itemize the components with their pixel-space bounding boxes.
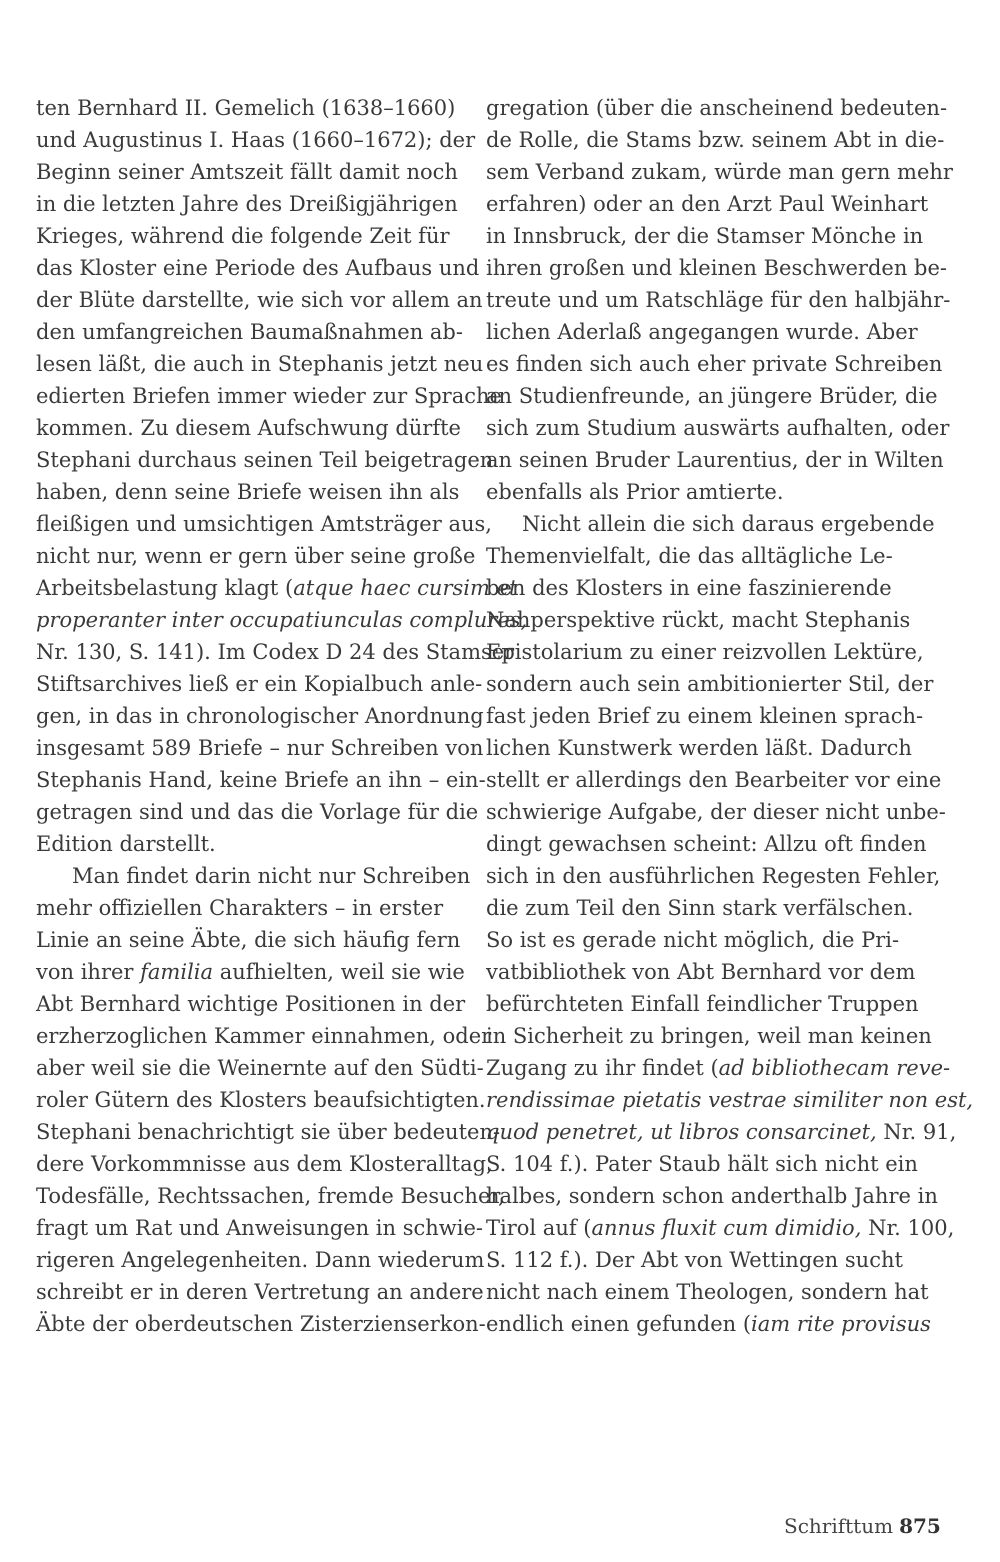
- text-line: Stephani durchaus seinen Teil beigetragen: [36, 448, 494, 472]
- text-line: Nr. 130, S. 141). Im Codex D 24 des Stamser: [36, 640, 515, 664]
- text-line: dere Vorkommnisse aus dem Klosteralltag,: [36, 1152, 493, 1176]
- text-line: in die letzten Jahre des Dreißigjährigen: [36, 192, 458, 216]
- text-line: erzherzoglichen Kammer einnahmen, oder: [36, 1024, 492, 1048]
- text-line: fast jeden Brief zu einem kleinen sprach-: [486, 704, 924, 728]
- text-line: So ist es gerade nicht möglich, die Pri-: [486, 928, 900, 952]
- text-line: kommen. Zu diesem Aufschwung dürfte: [36, 416, 461, 440]
- text-line: aber weil sie die Weinernte auf den Südti-: [36, 1056, 484, 1080]
- text-line: sich in den ausführlichen Regesten Fehler,: [486, 864, 941, 888]
- running-head: Schrifttum: [784, 1514, 894, 1538]
- text-line: das Kloster eine Periode des Aufbaus und: [36, 256, 480, 280]
- text-line: de Rolle, die Stams bzw. seinem Abt in die-: [486, 128, 945, 152]
- text-line: der Blüte darstellte, wie sich vor allem an: [36, 288, 483, 312]
- text-line: lesen läßt, die auch in Stephanis jetzt neu: [36, 352, 484, 376]
- text-line: Stiftsarchives ließ er ein Kopialbuch anle-: [36, 672, 483, 696]
- text-line: stellt er allerdings den Bearbeiter vor eine: [486, 768, 942, 792]
- text-line: Abt Bernhard wichtige Positionen in der: [36, 992, 466, 1016]
- text-run: endlich einen gefunden (: [486, 1312, 752, 1336]
- text-line: Todesfälle, Rechtssachen, fremde Besucher,: [36, 1184, 505, 1208]
- text-line: ebenfalls als Prior amtierte.: [486, 480, 784, 504]
- text-line: vatbibliothek von Abt Bernhard vor dem: [486, 960, 916, 984]
- text-line: schwierige Aufgabe, der dieser nicht unbe-: [486, 800, 946, 824]
- text-line: ten Bernhard II. Gemelich (1638–1660): [36, 96, 456, 120]
- text-line: [36, 572, 518, 604]
- text-line: die zum Teil den Sinn stark verfälschen.: [486, 896, 914, 920]
- text-run: aufhielten, weil sie wie: [213, 960, 465, 984]
- text-line: befürchteten Einfall feindlicher Truppen: [486, 992, 919, 1016]
- latin-quote: rendissimae pietatis vestrae similiter non est,: [486, 1088, 974, 1112]
- text-line: in Sicherheit zu bringen, weil man keinen: [486, 1024, 932, 1048]
- text-line: Themenvielfalt, die das alltägliche Le-: [486, 544, 893, 568]
- text-line: ihren großen und kleinen Beschwerden be-: [486, 256, 947, 280]
- text-line: es finden sich auch eher private Schreiben: [486, 352, 943, 376]
- text-line: Stephanis Hand, keine Briefe an ihn – ein-: [36, 768, 486, 792]
- text-line: ben des Klosters in eine faszinierende: [486, 576, 892, 600]
- text-line: in Innsbruck, der die Stamser Mönche in: [486, 224, 924, 248]
- text-line: [36, 956, 465, 988]
- text-line: sem Verband zukam, würde man gern mehr: [486, 160, 953, 184]
- text-run: Zugang zu ihr findet (: [486, 1056, 719, 1080]
- text-run: von ihrer: [36, 960, 141, 984]
- text-line: lichen Kunstwerk werden läßt. Dadurch: [486, 736, 912, 760]
- text-line: gen, in das in chronologischer Anordnung: [36, 704, 484, 728]
- text-line: [486, 1084, 974, 1116]
- latin-quote: atque haec cursim et: [293, 576, 518, 600]
- text-line: edierten Briefen immer wieder zur Sprache: [36, 384, 502, 408]
- text-line: Edition darstellt.: [36, 832, 216, 856]
- text-line: Epistolarium zu einer reizvollen Lektüre,: [486, 640, 924, 664]
- text-line: sondern auch sein ambitionierter Stil, der: [486, 672, 934, 696]
- text-run: Nr. 91,: [876, 1120, 957, 1144]
- text-line: gregation (über die anscheinend bedeuten-: [486, 96, 948, 120]
- left-column: [36, 92, 528, 1340]
- text-line: Äbte der oberdeutschen Zisterzienserkon-: [36, 1312, 486, 1336]
- text-line: lichen Aderlaß angegangen wurde. Aber: [486, 320, 918, 344]
- text-line: haben, denn seine Briefe weisen ihn als: [36, 480, 460, 504]
- text-line: den umfangreichen Baumaßnahmen ab-: [36, 320, 463, 344]
- text-line: erfahren) oder an den Arzt Paul Weinhart: [486, 192, 929, 216]
- text-line: Stephani benachrichtigt sie über bedeuten-: [36, 1120, 501, 1144]
- right-column: [486, 92, 974, 1340]
- text-line: nicht nur, wenn er gern über seine große: [36, 544, 476, 568]
- text-line: treute und um Ratschläge für den halbjähr-: [486, 288, 951, 312]
- text-line: Nahperspektive rückt, macht Stephanis: [486, 608, 911, 632]
- text-run: Nr. 100,: [861, 1216, 955, 1240]
- text-line: sich zum Studium auswärts aufhalten, oder: [486, 416, 950, 440]
- text-line: und Augustinus I. Haas (1660–1672); der: [36, 128, 476, 152]
- text-line: Beginn seiner Amtszeit fällt damit noch: [36, 160, 458, 184]
- text-line: schreibt er in deren Vertretung an andere: [36, 1280, 484, 1304]
- text-line: Linie an seine Äbte, die sich häufig fern: [36, 928, 461, 952]
- latin-quote: annus fluxit cum dimidio,: [591, 1216, 862, 1240]
- text-line: [486, 1052, 951, 1084]
- text-line: [486, 1308, 931, 1340]
- text-line: fragt um Rat und Anweisungen in schwie-: [36, 1216, 483, 1240]
- text-run: Tirol auf (: [486, 1216, 592, 1240]
- text-run: Arbeitsbelastung klagt (: [36, 576, 294, 600]
- text-line: [486, 1212, 955, 1244]
- page-number: 875: [899, 1514, 941, 1538]
- text-line: fleißigen und umsichtigen Amtsträger aus,: [36, 512, 492, 536]
- text-line: roler Gütern des Klosters beaufsichtigten.: [36, 1088, 486, 1112]
- text-line: an seinen Bruder Laurentius, der in Wilten: [486, 448, 944, 472]
- text-line: S. 104 f.). Pater Staub hält sich nicht ein: [486, 1152, 918, 1176]
- page-footer: [784, 1514, 941, 1538]
- text-line: an Studienfreunde, an jüngere Brüder, die: [486, 384, 938, 408]
- text-line: getragen sind und das die Vorlage für die: [36, 800, 479, 824]
- text-line: Krieges, während die folgende Zeit für: [36, 224, 450, 248]
- latin-quote: ad bibliothecam reve-: [718, 1056, 951, 1080]
- text-line: Man findet darin nicht nur Schreiben: [72, 864, 471, 888]
- latin-term: familia: [140, 960, 214, 984]
- latin-quote: properanter inter occupatiunculas complures,: [36, 608, 528, 632]
- latin-quote: quod penetret, ut libros consarcinet,: [486, 1120, 877, 1144]
- text-line: [486, 1116, 957, 1148]
- text-line: [36, 604, 528, 636]
- text-line: mehr offiziellen Charakters – in erster: [36, 896, 444, 920]
- text-line: dingt gewachsen scheint: Allzu oft finden: [486, 832, 927, 856]
- latin-quote: iam rite provisus: [751, 1312, 931, 1336]
- text-line: nicht nach einem Theologen, sondern hat: [486, 1280, 929, 1304]
- text-line: Nicht allein die sich daraus ergebende: [522, 512, 935, 536]
- text-line: insgesamt 589 Briefe – nur Schreiben von: [36, 736, 484, 760]
- text-line: rigeren Angelegenheiten. Dann wiederum: [36, 1248, 485, 1272]
- text-line: halbes, sondern schon anderthalb Jahre in: [486, 1184, 938, 1208]
- text-line: S. 112 f.). Der Abt von Wettingen sucht: [486, 1248, 903, 1272]
